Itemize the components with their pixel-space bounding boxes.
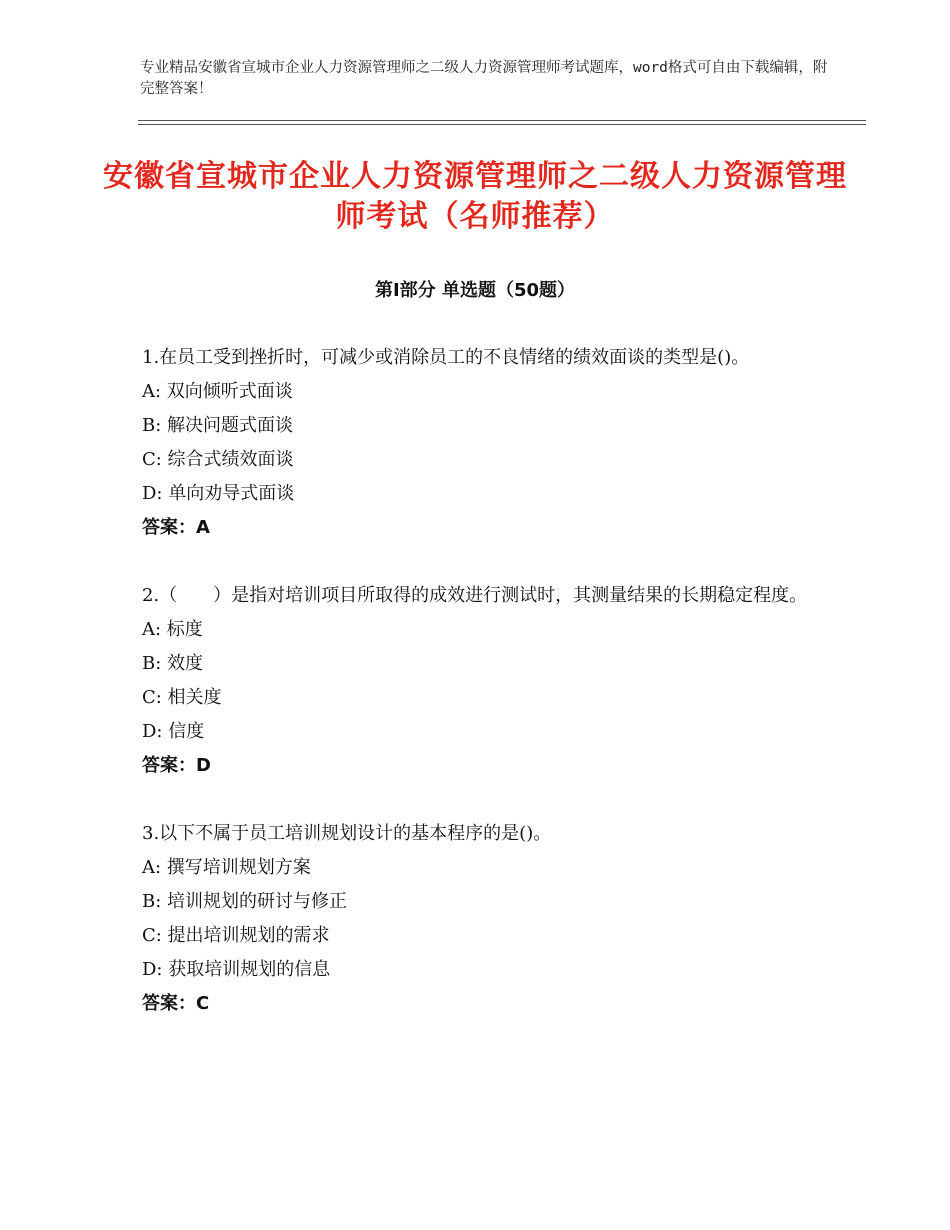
header-divider xyxy=(138,120,866,125)
section-heading: 第Ⅰ部分 单选题（50题） xyxy=(374,280,575,301)
option-d: D: 信度 xyxy=(142,721,205,742)
answer: 答案：A xyxy=(142,517,210,538)
header-note: 专业精品安徽省宣城市企业人力资源管理师之二级人力资源管理师考试题库，word格式可自由下载编辑，附完整答案！ xyxy=(140,60,828,97)
option-c: C: 综合式绩效面谈 xyxy=(142,449,294,470)
option-b: B: 解决问题式面谈 xyxy=(142,415,294,436)
option-b: B: 培训规划的研讨与修正 xyxy=(142,891,348,912)
option-c: C: 提出培训规划的需求 xyxy=(142,925,330,946)
question-stem: 2.（ ）是指对培训项目所取得的成效进行测试时，其测量结果的长期稳定程度。 xyxy=(142,585,808,606)
option-a: A: 双向倾听式面谈 xyxy=(142,381,293,402)
option-d: D: 单向劝导式面谈 xyxy=(142,483,295,504)
option-a: A: 撰写培训规划方案 xyxy=(142,857,311,878)
option-b: B: 效度 xyxy=(142,653,204,674)
document-title: 安徽省宣城市企业人力资源管理师之二级人力资源管理师考试（名师推荐） xyxy=(103,159,847,234)
question-list xyxy=(142,341,822,1055)
question-1 xyxy=(142,341,822,545)
option-c: C: 相关度 xyxy=(142,687,222,708)
question-stem: 1.在员工受到挫折时，可减少或消除员工的不良情绪的绩效面谈的类型是()。 xyxy=(142,347,750,368)
answer: 答案：D xyxy=(142,755,211,776)
question-2 xyxy=(142,579,822,783)
question-3 xyxy=(142,817,822,1021)
question-stem: 3.以下不属于员工培训规划设计的基本程序的是()。 xyxy=(142,823,552,844)
option-d: D: 获取培训规划的信息 xyxy=(142,959,331,980)
option-a: A: 标度 xyxy=(142,619,203,640)
answer: 答案：C xyxy=(142,993,210,1014)
